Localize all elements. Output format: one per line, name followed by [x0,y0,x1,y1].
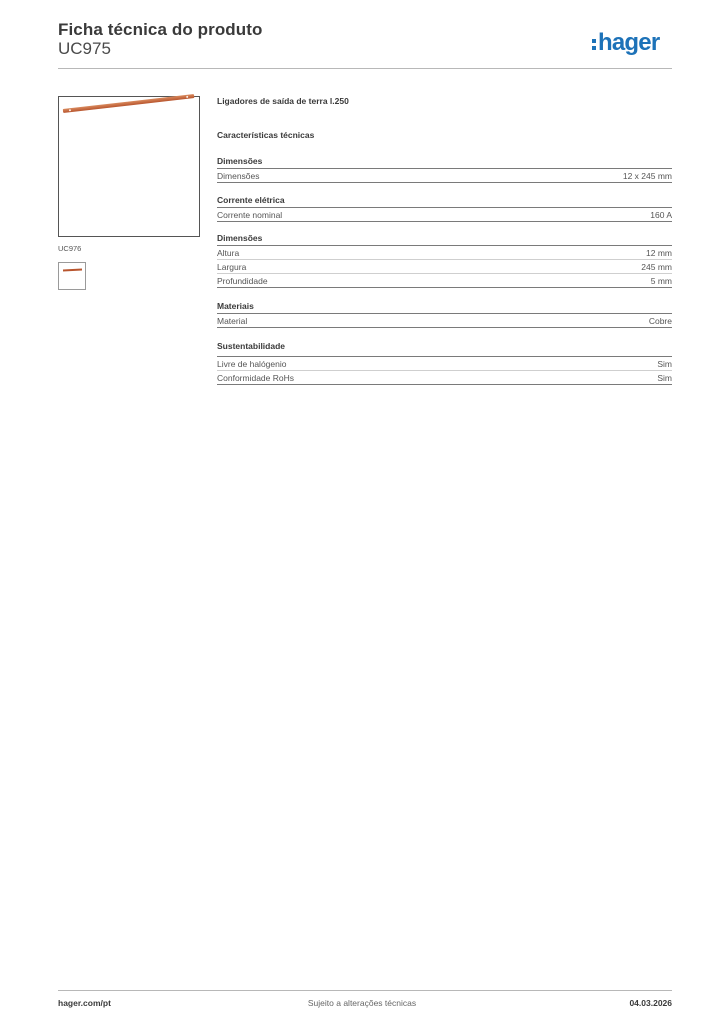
hager-logo[interactable] [592,28,659,58]
copper-busbar-image [63,94,195,113]
spec-row-material [217,314,672,328]
group-title-sustentabilidade: Sustentabilidade [217,341,672,357]
spec-label: Dimensões [217,170,260,181]
spec-row-corrente-nominal [217,208,672,222]
footer-website-link[interactable]: hager.com/pt [58,998,111,1008]
spec-row-livre-halogenio [217,357,672,371]
spec-value: 245 mm [641,261,672,272]
spec-row-conformidade-rohs [217,371,672,385]
footer-notice: Sujeito a alterações técnicas [307,998,417,1008]
product-name: Ligadores de saída de terra l.250 [217,96,349,106]
variant-thumbnail[interactable] [58,262,86,290]
group-title-corrente-eletrica: Corrente elétrica [217,195,672,208]
spec-row-largura [217,260,672,274]
spec-value: Sim [657,372,672,383]
spec-value: 160 A [650,209,672,220]
spec-label: Largura [217,261,247,272]
header-divider [58,68,672,69]
product-image [58,96,200,237]
spec-label: Material [217,315,248,326]
footer-date: 04.03.2026 [629,998,672,1008]
spec-value: 5 mm [650,275,672,286]
spec-row-profundidade [217,274,672,288]
busbar-thumbnail-icon [63,269,82,272]
spec-value: 12 x 245 mm [622,170,672,181]
spec-value: Sim [657,358,672,369]
spec-label: Altura [217,247,240,258]
spec-row-altura [217,246,672,260]
spec-label: Livre de halógenio [217,358,287,369]
product-code: UC975 [58,39,111,58]
group-title-dimensoes: Dimensões [217,156,672,169]
group-title-dimensoes-2: Dimensões [217,233,672,246]
spec-label: Conformidade RoHs [217,372,295,383]
spec-row-dimensoes [217,169,672,183]
spec-heading: Características técnicas [217,130,315,140]
spec-value: 12 mm [646,247,672,258]
spec-value: Cobre [648,315,672,326]
page-title: Ficha técnica do produto [58,20,263,39]
variant-label: UC976 [58,244,82,253]
group-title-materiais: Materiais [217,301,672,314]
logo-text: hager [598,29,660,56]
spec-label: Corrente nominal [217,209,283,220]
footer-divider [58,990,672,991]
spec-label: Profundidade [217,275,268,286]
logo-colon-icon [592,39,596,50]
